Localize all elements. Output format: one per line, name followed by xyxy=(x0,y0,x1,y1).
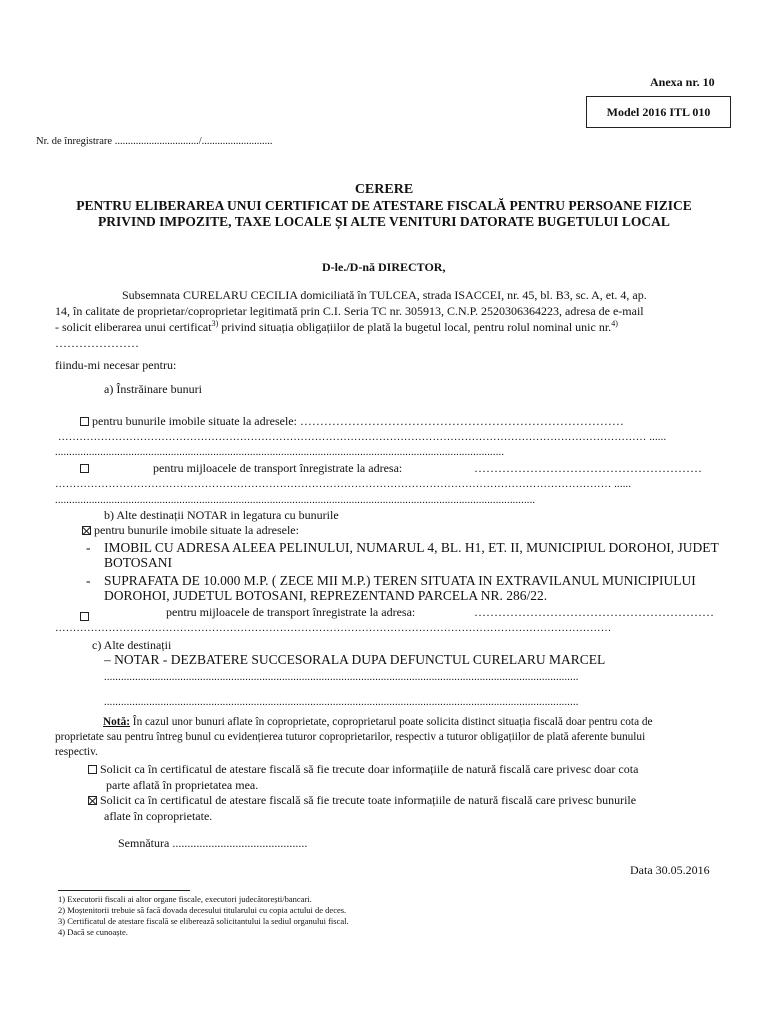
section-b-item1-line2: BOTOSANI xyxy=(104,555,173,570)
salutation: D-le./D-nă DIRECTOR, xyxy=(322,260,446,274)
section-a-transport-checkbox[interactable] xyxy=(80,464,89,473)
section-b-label: b) Alte destinații NOTAR in legatura cu bunurile xyxy=(104,508,339,522)
section-a-immovable-dots2: ............................................................................................................................................................... xyxy=(55,447,505,458)
section-b-immovable-checkbox[interactable] xyxy=(82,526,91,535)
annex-number: Anexa nr. 10 xyxy=(650,75,715,89)
intro-line3-end: privind situația obligațiilor de plată la bugetul local, pentru rolul nominal unic nr. xyxy=(218,320,612,334)
section-c-label: c) Alte destinații xyxy=(92,638,172,652)
footnote-2: 2) Moștenitorii trebuie să facă dovada decesului titularului cu copia actului de deces. xyxy=(58,905,347,915)
section-c-text: – NOTAR - DEZBATERE SUCCESORALA DUPA DEFUNCTUL CURELARU MARCEL xyxy=(104,652,606,667)
footnote-ref-3: 3) xyxy=(211,319,219,328)
section-a-transport-dots1: ………………………………………………………………………………………………………………………………………… ...... xyxy=(55,479,632,490)
note-option1-row xyxy=(88,762,638,777)
section-a-immovable-text: pentru bunurile imobile situate la adresele: ……………………………………………………………………… xyxy=(92,414,624,428)
section-a-immovable-checkbox[interactable] xyxy=(80,417,89,426)
section-b-transport-dots: …………………………………………………… xyxy=(474,605,714,619)
section-b-immovable-text: pentru bunurile imobile situate la adresele: xyxy=(94,523,299,537)
model-code: Model 2016 ITL 010 xyxy=(606,105,711,119)
note-option1-line1: Solicit ca în certificatul de atestare fiscală să fie trecute doar informațiile de natură fiscală care privesc doar cota xyxy=(100,762,639,776)
section-a-transport-text: pentru mijloacele de transport înregistrate la adresa: xyxy=(153,461,403,475)
signature-line: Semnătura ............................................. xyxy=(118,836,308,850)
section-c-dots2: ........................................................................................................................................................................ xyxy=(104,697,579,708)
registration-number: Nr. de înregistrare ................................/........................... xyxy=(36,136,273,147)
footnote-separator xyxy=(58,890,190,891)
section-b-item2-line1: SUPRAFATA DE 10.000 M.P. ( ZECE MII M.P.) TEREN SITUATA IN EXTRAVILANUL MUNICIPIULUI xyxy=(104,573,696,588)
list-bullet-1: - xyxy=(86,540,91,555)
note-line2: proprietate sau pentru întreg bunul cu evidențierea tuturor coproprietarilor, respectiv a tuturor obligațiilor de plată aferente bunului xyxy=(55,731,646,743)
section-a-transport-row xyxy=(80,461,89,476)
note-option2-checkbox[interactable] xyxy=(88,796,97,805)
note-option1-line2: parte aflată în proprietatea mea. xyxy=(106,778,259,792)
document-date: Data 30.05.2016 xyxy=(630,863,710,877)
intro-line3-start: - solicit eliberarea unui certificat xyxy=(55,320,212,334)
footnote-1: 1) Executorii fiscali ai altor organe fiscale, executori judecătorești/bancari. xyxy=(58,894,312,904)
section-b-item2-line2: DOROHOI, JUDETUL BOTOSANI, REPREZENTAND PARCELA NR. 286/22. xyxy=(104,588,548,603)
section-c-dots1: ........................................................................................................................................................................ xyxy=(104,672,579,683)
model-box xyxy=(586,96,731,128)
document-title: CERERE xyxy=(354,182,414,197)
note-option2-row xyxy=(88,793,636,808)
note-text1: În cazul unor bunuri aflate în coproprietate, coproprietarul poate solicita distinct situația fiscală doar pentru cota de xyxy=(129,716,653,728)
intro-line1: Subsemnata CURELARU CECILIA domiciliată în TULCEA, strada ISACCEI, nr. 45, bl. B3, sc. A, et. 4, ap. xyxy=(122,288,647,302)
list-bullet-2: - xyxy=(86,573,91,588)
note-option2-line2: aflate în coproprietate. xyxy=(104,809,213,823)
section-a-transport-dots2: .......................................................................................................................................................................... xyxy=(55,495,536,506)
section-a-label: a) Înstrăinare bunuri xyxy=(104,382,202,396)
section-b-transport-dots1: ………………………………………………………………………………………………………………………………………… xyxy=(55,623,612,634)
section-b-transport-row xyxy=(80,609,89,624)
section-a-immovable-row xyxy=(80,414,624,429)
section-b-transport-text: pentru mijloacele de transport înregistrate la adresa: xyxy=(166,605,416,619)
footnote-4: 4) Dacă se cunoaște. xyxy=(58,927,128,937)
footnote-ref-4: 4) xyxy=(611,319,618,328)
footnote-3: 3) Certificatul de atestare fiscală se eliberează solicitantului la sediul organului fiscal. xyxy=(58,916,349,926)
section-a-transport-dots: ………………………………………………… xyxy=(474,461,702,475)
purpose-label: fiindu-mi necesar pentru: xyxy=(55,358,177,372)
note-option2-line1: Solicit ca în certificatul de atestare fiscală să fie trecute toate informațiile de natură fiscală care privesc bunurile xyxy=(100,793,637,807)
document-subtitle-line1: PENTRU ELIBERAREA UNUI CERTIFICAT DE ATESTARE FISCALĂ PENTRU PERSOANE FIZICE xyxy=(76,198,692,213)
note-option1-checkbox[interactable] xyxy=(88,765,97,774)
document-subtitle-line2: PRIVIND IMPOZITE, TAXE LOCALE ȘI ALTE VENITURI DATORATE BUGETULUI LOCAL xyxy=(98,214,670,229)
intro-line3 xyxy=(55,320,737,335)
section-b-immovable-row xyxy=(82,523,299,538)
intro-line2: 14, în calitate de proprietar/coproprietar legitimată prin C.I. Seria TC nr. 305913, C.N.P. 2520306364223, adresa de e-mail xyxy=(55,304,644,318)
section-b-transport-checkbox[interactable] xyxy=(80,612,89,621)
section-b-item1-line1: IMOBIL CU ADRESA ALEEA PELINULUI, NUMARUL 4, BL. H1, ET. II, MUNICIPIUL DOROHOI, JUDET xyxy=(104,540,719,555)
intro-line4: ………………… xyxy=(55,336,139,350)
note-line1 xyxy=(55,716,737,728)
section-a-immovable-dots1: ………………………………………………………………………………………………………………………………………………… ...... xyxy=(58,432,667,443)
note-line3: respectiv. xyxy=(55,746,98,758)
note-label: Notă: xyxy=(103,716,130,728)
